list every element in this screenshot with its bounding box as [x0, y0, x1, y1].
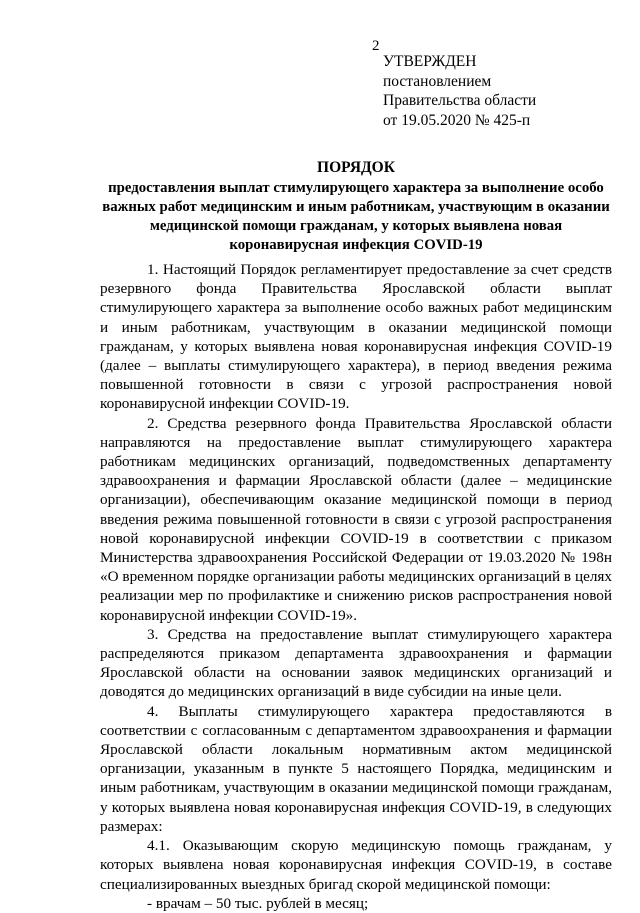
approval-line: УТВЕРЖДЕН: [383, 53, 477, 70]
document-title: [100, 158, 612, 255]
page-number: 2: [372, 38, 380, 54]
paragraph-2: 2. Средства резервного фонда Правительства Ярославской области направляются на предоставление выплат стимулирующего характера работникам медицинских организаций, подведомственных департаменту здравоохранения и фармации Ярославской области (далее – медицинские организации), обеспечивающим оказание медицинской помощи в период введения режима повышенной готовности в связи с угрозой распространения новой коронавирусной инфекции COVID-19 в соответствии с приказом Министерства здравоохранения Российской Федерации от 19.03.2020 № 198н «О временном порядке организации работы медицинских организаций в целях реализации мер по профилактике и снижению рисков распространения новой коронавирусной инфекции COVID-19».: [100, 414, 612, 624]
document-body: [100, 260, 612, 913]
approval-stamp: [383, 52, 536, 130]
paragraph-list-item: - врачам – 50 тыс. рублей в месяц;: [147, 894, 369, 912]
paragraph-4-1: 4.1. Оказывающим скорую медицинскую помощь гражданам, у которых выявлена новая коронавирусная инфекция COVID-19, в составе специализированных выездных бригад скорой медицинской помощи:: [100, 837, 612, 893]
approval-line: постановлением: [383, 72, 492, 90]
paragraph-1: 1. Настоящий Порядок регламентирует предоставление за счет средств резервного фонда Правительства Ярославской области выплат стимулирующего характера за выполнение особо важных работ медицинским и иным работникам, участвующим в оказании медицинской помощи гражданам, у которых выявлена новая коронавирусная инфекция COVID-19 (далее – выплаты стимулирующего характера), в период введения режима повышенной готовности в связи с угрозой распространения новой коронавирусной инфекции COVID-19.: [100, 261, 612, 413]
paragraph-4: 4. Выплаты стимулирующего характера предоставляются в соответствии с согласованным с департаментом здравоохранения и фармации Ярославской области локальным нормативным актом медицинской организации, указанным в пункте 5 настоящего Порядка, медицинским и иным работникам, участвующим в оказании медицинской помощи гражданам, у которых выявлена новая коронавирусная инфекция COVID-19, в следующих размерах:: [100, 702, 612, 835]
approval-line: Правительства области: [383, 92, 537, 109]
paragraph-3: 3. Средства на предоставление выплат стимулирующего характера распределяются приказом департамента здравоохранения и фармации Ярославской области на основании заявок медицинских организаций и доводятся до медицинских организаций в виде субсидии на иные цели.: [100, 625, 612, 701]
approval-line: от 19.05.2020 № 425-п: [383, 111, 531, 129]
title-subtitle: предоставления выплат стимулирующего характера за выполнение особо важных работ медицинским и иным работникам, участвующим в оказании медицинской помощи гражданам, у которых выявлена новая коронавирусная инфекция COVID-19: [102, 180, 610, 253]
title-heading: ПОРЯДОК: [317, 159, 395, 176]
